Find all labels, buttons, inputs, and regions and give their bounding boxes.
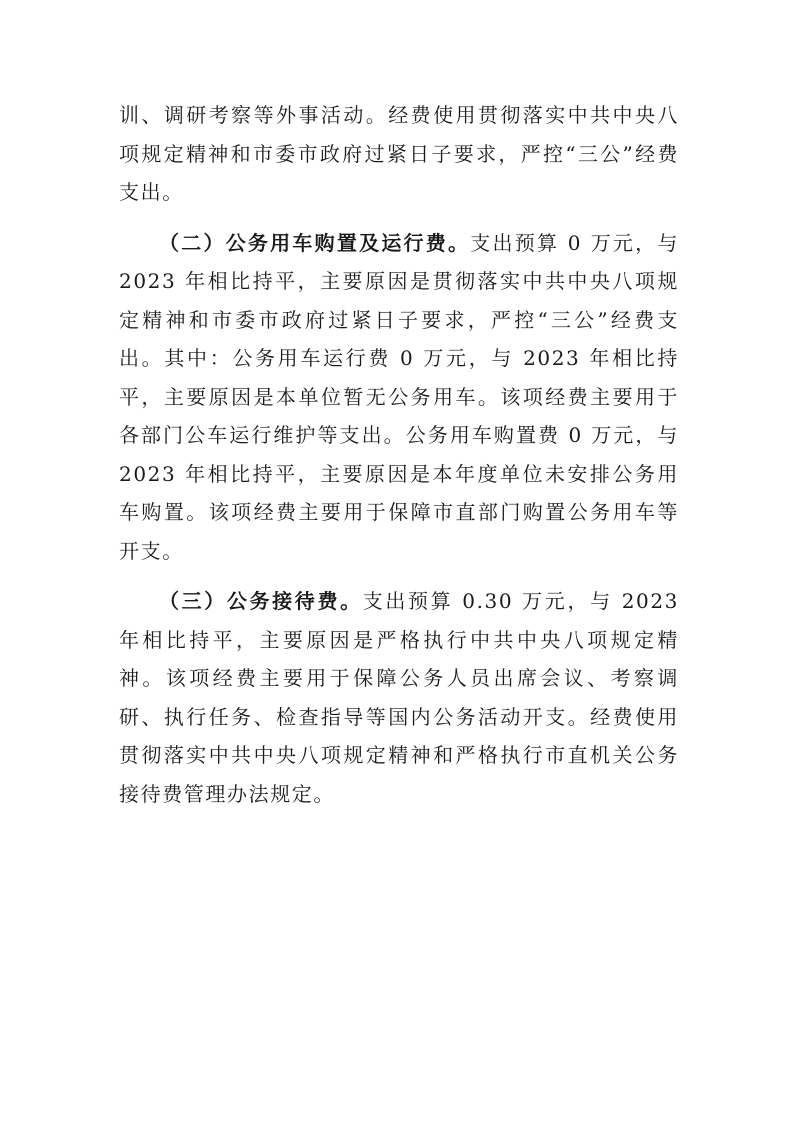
section-heading-reception: （三）公务接待费。 (159, 589, 363, 613)
paragraph-text: 支出预算 0 万元，与 2023 年相比持平，主要原因是贯彻落实中共中央八项规定精神和市委市政府过紧日子要求，严控“三公”经费支出。其中：公务用车运行费 0 万元，与 2023 年相比持平，主要原因是本单位暂无公务用车。该项经费主要用于各部门公车运行维护等支出。公务用车购置费 0 万元，与 2023 年相比持平，主要原因是本年度单位未安排公务用车购置。该项经费主要用于保障市直部门购置公务用车等开支。 (119, 230, 679, 563)
paragraph-continuation (119, 96, 679, 212)
paragraph-vehicle-expenses (119, 224, 679, 571)
paragraph-reception-expenses (119, 582, 679, 813)
paragraph-text: 支出预算 0.30 万元，与 2023 年相比持平，主要原因是严格执行中共中央八项规定精神。该项经费主要用于保障公务人员出席会议、考察调研、执行任务、检查指导等国内公务活动开支。经费使用贯彻落实中共中央八项规定精神和严格执行市直机关公务接待费管理办法规定。 (119, 589, 679, 806)
section-heading-vehicle: （二）公务用车购置及运行费。 (159, 230, 471, 255)
paragraph-text: 训、调研考察等外事活动。经费使用贯彻落实中共中央八项规定精神和市委市政府过紧日子要求，严控“三公”经费支出。 (119, 103, 679, 204)
document-body (119, 96, 679, 813)
